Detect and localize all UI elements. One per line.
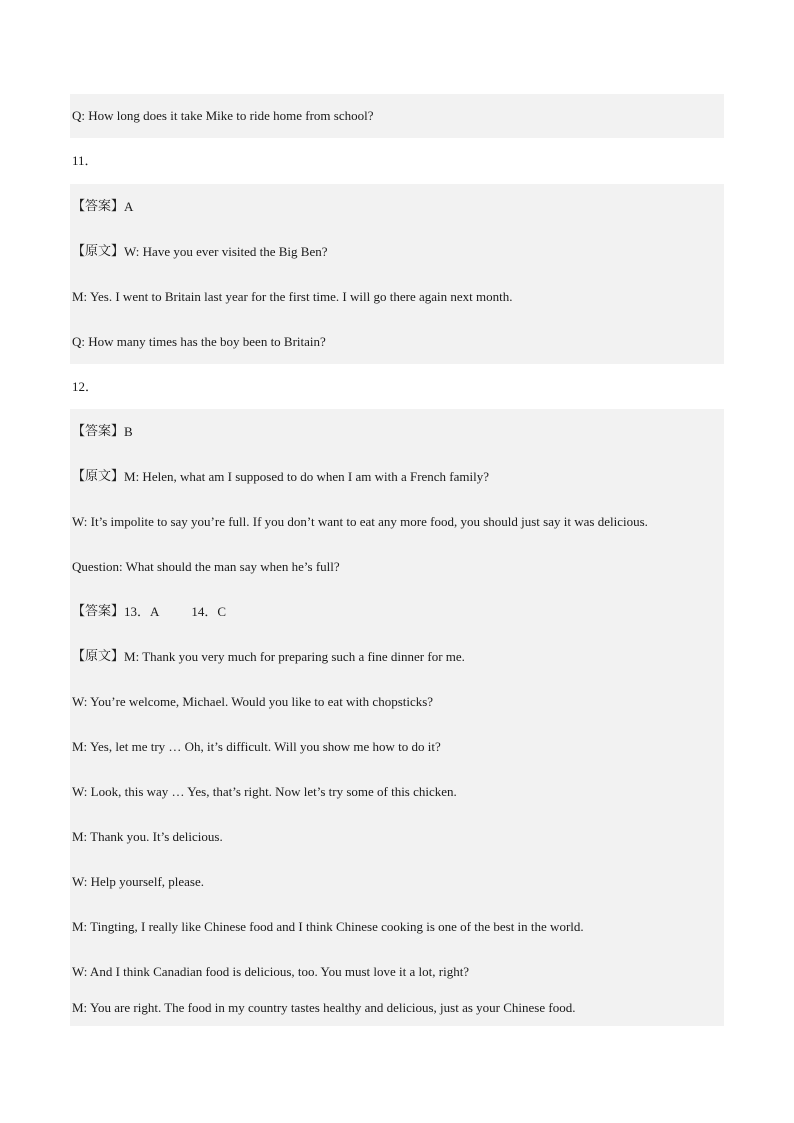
answer-value: 14．C: [191, 603, 227, 619]
transcript-tag: 【原文】: [72, 468, 125, 484]
question-line: Q: How long does it take Mike to ride home from school?: [70, 94, 724, 138]
transcript-line: 【原文】 M: Helen, what am I supposed to do when I am with a French family?: [70, 454, 724, 499]
dialogue-line: W: Help yourself, please.: [70, 859, 724, 904]
question-line: Q: How many times has the boy been to Britain?: [70, 319, 724, 364]
answer-tag: 【答案】: [72, 198, 125, 214]
item-number-11: 11．: [72, 153, 98, 168]
answer-line-12: [70, 409, 724, 454]
transcript-tag: 【原文】: [72, 648, 125, 664]
dialogue-line: M: You are right. The food in my country tastes healthy and delicious, just as your Chinese food.: [70, 994, 724, 1026]
dialogue-line: M: Thank you. It’s delicious.: [70, 814, 724, 859]
transcript-line: M: Yes. I went to Britain last year for the first time. I will go there again next month.: [70, 274, 724, 319]
answer-value: B: [124, 423, 133, 439]
answer-value: 13．A: [124, 603, 160, 619]
transcript-tag: 【原文】: [72, 243, 125, 259]
dialogue-line: W: Look, this way … Yes, that’s right. Now let’s try some of this chicken.: [70, 769, 724, 814]
answer-line-11: [70, 184, 724, 229]
transcript-line: 【原文】 W: Have you ever visited the Big Ben?: [70, 229, 724, 274]
dialogue-line: M: Yes, let me try … Oh, it’s difficult. Will you show me how to do it?: [70, 724, 724, 769]
dialogue-line: W: And I think Canadian food is delicious, too. You must love it a lot, right?: [70, 949, 724, 994]
question-line: Question: What should the man say when he’s full?: [70, 544, 724, 589]
item-number-12: 12．: [72, 378, 99, 394]
transcript-line: 【原文】 M: Thank you very much for preparing such a fine dinner for me.: [70, 634, 724, 679]
dialogue-line: M: Tingting, I really like Chinese food and I think Chinese cooking is one of the best in the world.: [70, 904, 724, 949]
answer-tag: 【答案】: [72, 603, 125, 619]
answer-value: A: [124, 198, 134, 214]
dialogue-line: W: You’re welcome, Michael. Would you like to eat with chopsticks?: [70, 679, 724, 724]
transcript-line: W: It’s impolite to say you’re full. If you don’t want to eat any more food, you should just say it was delicious.: [70, 499, 724, 544]
answer-key-document: [70, 94, 724, 1026]
answer-line-13-14: [70, 589, 724, 634]
answer-tag: 【答案】: [72, 423, 125, 439]
